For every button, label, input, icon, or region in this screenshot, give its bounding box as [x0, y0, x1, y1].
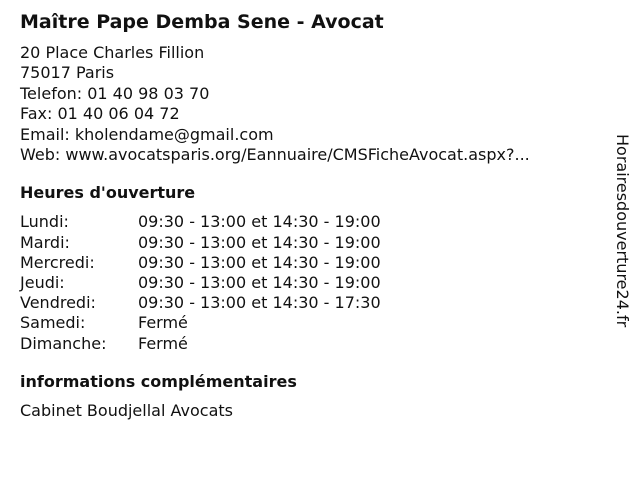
hours-day-tuesday: Mardi: — [20, 232, 70, 252]
hours-day-monday: Lundi: — [20, 212, 69, 232]
fax-number: Fax: 01 40 06 04 72 — [20, 104, 180, 124]
hours-time-wednesday: 09:30 - 13:00 et 14:30 - 19:00 — [138, 252, 381, 272]
page-title: Maître Pape Demba Sene - Avocat — [20, 11, 384, 33]
hours-title: Heures d'ouverture — [20, 183, 196, 203]
hours-day-friday: Vendredi: — [20, 293, 96, 313]
hours-day-wednesday: Mercredi: — [20, 252, 95, 272]
hours-time-sunday: Fermé — [138, 333, 188, 353]
address-city: 75017 Paris — [20, 63, 115, 83]
site-watermark: Horairesdouverture24.fr — [613, 134, 632, 328]
info-title: informations complémentaires — [20, 371, 297, 391]
email-link[interactable]: Email: kholendame@gmail.com — [20, 124, 274, 144]
web-link[interactable]: Web: www.avocatsparis.org/Eannuaire/CMSFicheAvocat.aspx?... — [20, 145, 530, 165]
hours-time-tuesday: 09:30 - 13:00 et 14:30 - 19:00 — [138, 232, 381, 252]
phone-number[interactable]: Telefon: 01 40 98 03 70 — [20, 83, 210, 103]
hours-table — [20, 212, 600, 353]
hours-day-sunday: Dimanche: — [20, 333, 107, 353]
hours-time-friday: 09:30 - 13:00 et 14:30 - 17:30 — [138, 293, 381, 313]
hours-day-saturday: Samedi: — [20, 313, 86, 333]
hours-time-monday: 09:30 - 13:00 et 14:30 - 19:00 — [138, 212, 381, 232]
hours-time-saturday: Fermé — [138, 313, 188, 333]
lawyer-card — [20, 10, 600, 421]
address-street: 20 Place Charles Fillion — [20, 43, 205, 62]
hours-time-thursday: 09:30 - 13:00 et 14:30 - 19:00 — [138, 273, 381, 293]
hours-day-thursday: Jeudi: — [20, 273, 65, 293]
info-text: Cabinet Boudjellal Avocats — [20, 400, 233, 420]
